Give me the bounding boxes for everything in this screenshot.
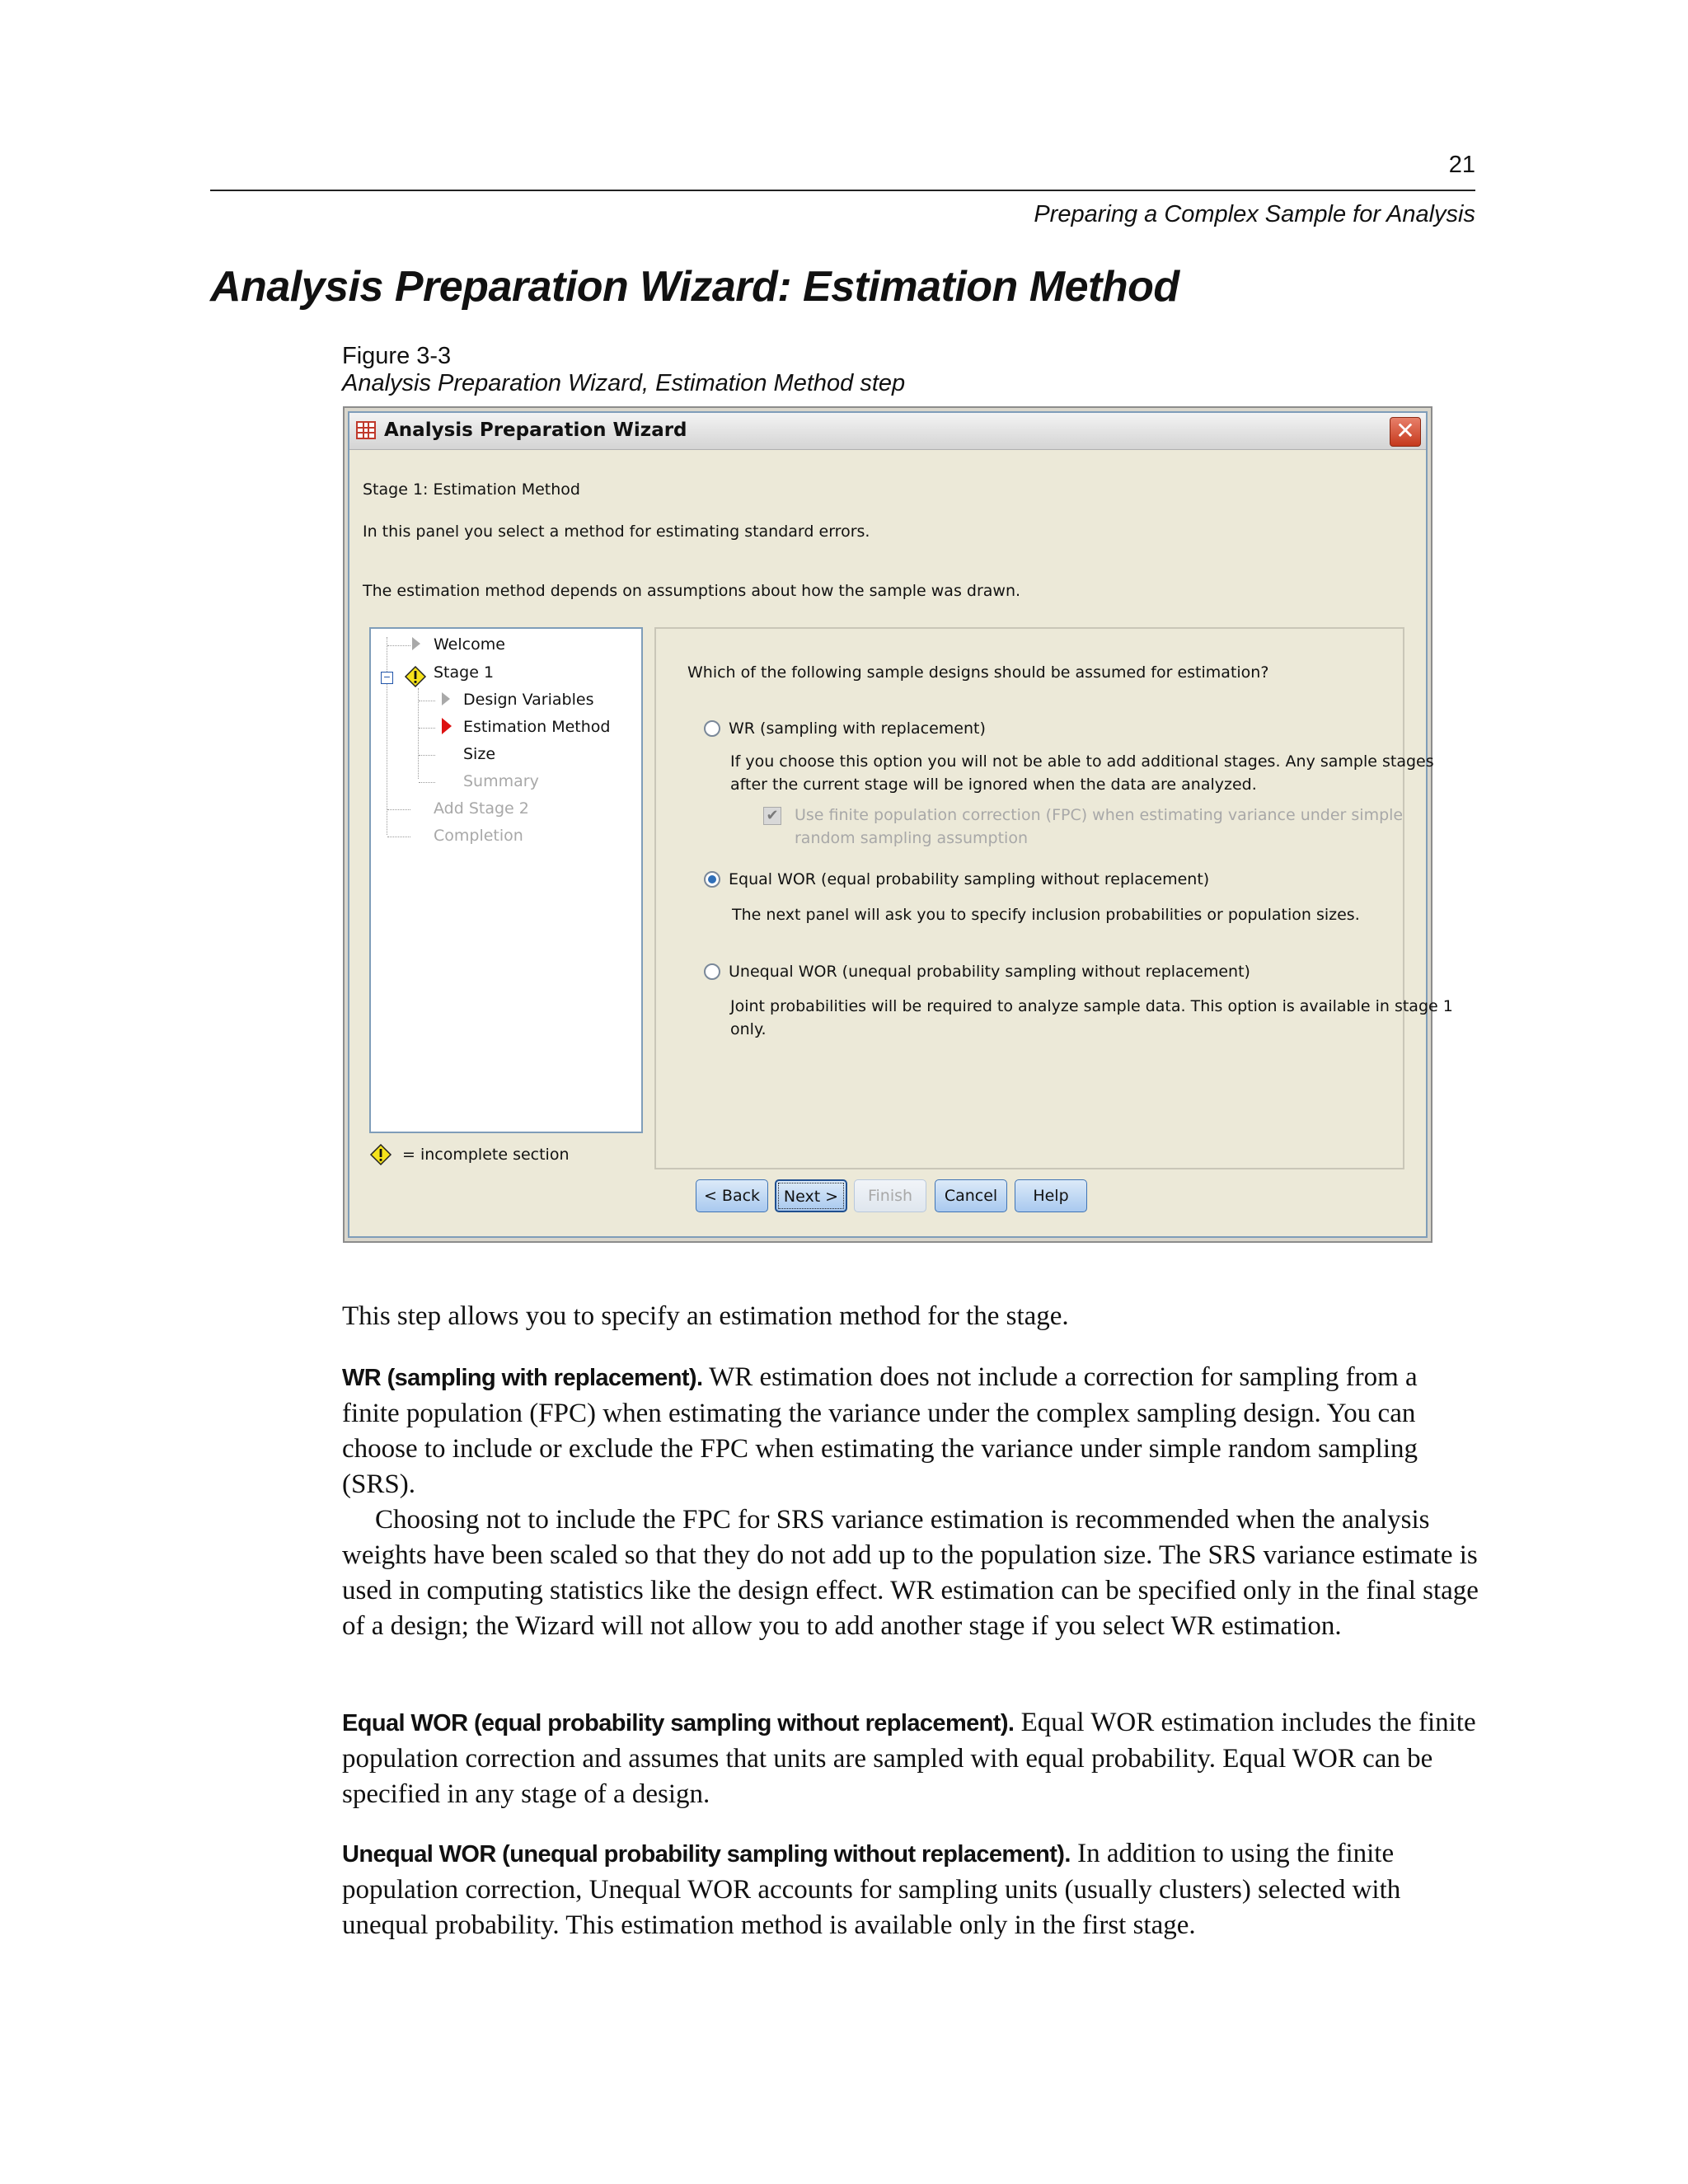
next-button[interactable]: Next > — [775, 1179, 847, 1212]
wr-radio[interactable] — [704, 720, 720, 737]
incomplete-legend: = incomplete section — [402, 1146, 570, 1164]
spreadsheet-icon — [356, 421, 376, 439]
title-bar[interactable] — [349, 413, 1426, 450]
intro-line: In this panel you select a method for estimating standard errors. — [363, 523, 870, 541]
equal-wor-lead: Equal WOR (equal probability sampling without replacement). — [342, 1710, 1015, 1736]
figure-caption: Analysis Preparation Wizard, Estimation Method step — [342, 370, 906, 396]
tree-item-welcome[interactable]: Welcome — [434, 635, 505, 654]
tree-item-completion: Completion — [434, 827, 523, 845]
page-number: 21 — [1448, 152, 1475, 178]
dialog-title: Analysis Preparation Wizard — [384, 419, 687, 441]
collapse-icon[interactable]: − — [381, 672, 393, 684]
wr-text-continued: Choosing not to include the FPC for SRS variance estimation is recommended when the analysis weights have been scaled so that they do not add up to the population size. The SRS variance estimate is used in computing statistics like the design effect. WR estimation can be specified only in the final stage of a design; the Wizard will not allow you to add another stage if you select WR estimation. — [342, 1505, 1479, 1641]
finish-button: Finish — [854, 1179, 926, 1212]
tree-item-size[interactable]: Size — [463, 745, 496, 763]
back-button[interactable]: < Back — [696, 1179, 768, 1212]
unequal-wor-paragraph — [342, 1836, 1479, 1943]
tree-item-design-variables[interactable]: Design Variables — [463, 691, 594, 709]
wr-lead: WR (sampling with replacement). — [342, 1365, 703, 1391]
wr-paragraph — [342, 1360, 1479, 1644]
fpc-checkbox: ✔ — [763, 807, 781, 825]
step-arrow-icon — [442, 692, 450, 705]
running-head: Preparing a Complex Sample for Analysis — [1034, 201, 1475, 227]
unequal-wor-radio[interactable] — [704, 963, 720, 980]
intro-paragraph: This step allows you to specify an estimation method for the stage. — [342, 1301, 1069, 1331]
header-rule — [210, 190, 1475, 191]
wr-text: WR estimation does not include a correction for sampling from a finite population (FPC) when estimating the variance under the complex sampling design. You can choose to include or exclude the FPC when estimating the variance under simple random sampling (SRS). — [342, 1362, 1418, 1499]
figure-label: Figure 3-3 — [342, 343, 452, 369]
dialog-frame — [348, 411, 1453, 1238]
equal-wor-paragraph — [342, 1705, 1479, 1812]
warning-icon — [404, 665, 427, 688]
assumption-line: The estimation method depends on assumptions about how the sample was drawn. — [363, 582, 1021, 600]
warning-icon — [369, 1143, 392, 1166]
wizard-step-tree — [369, 627, 643, 1133]
close-button[interactable]: ✕ — [1390, 417, 1421, 447]
section-heading: Analysis Preparation Wizard: Estimation Method — [210, 263, 1179, 311]
fpc-label: random sampling assumption — [795, 829, 1028, 847]
estimation-options-panel — [654, 627, 1453, 1169]
current-step-arrow-icon — [442, 718, 452, 734]
tree-item-add-stage2: Add Stage 2 — [434, 799, 529, 818]
stage-heading: Stage 1: Estimation Method — [363, 480, 580, 499]
equal-wor-description: The next panel will ask you to specify inclusion probabilities or population sizes. — [732, 906, 1360, 924]
wr-description: after the current stage will be ignored when the data are analyzed. — [730, 776, 1257, 794]
help-button[interactable]: Help — [1015, 1179, 1087, 1212]
unequal-wor-label[interactable]: Unequal WOR (unequal probability sampling without replacement) — [729, 963, 1250, 981]
equal-wor-text: Equal WOR estimation includes the finite population correction and assumes that units are sampled with equal probability. Equal WOR can be specified in any stage of a design. — [342, 1708, 1476, 1809]
equal-wor-label[interactable]: Equal WOR (equal probability sampling without replacement) — [729, 870, 1210, 888]
cancel-button[interactable]: Cancel — [935, 1179, 1007, 1212]
wr-description: If you choose this option you will not be able to add additional stages. Any sample stages — [730, 752, 1434, 771]
fpc-label: Use finite population correction (FPC) when estimating variance under simple — [795, 806, 1404, 824]
unequal-wor-text: In addition to using the finite population correction, Unequal WOR accounts for sampling units (usually clusters) selected with unequal probability. This estimation method is available only in the first stage. — [342, 1839, 1401, 1940]
step-arrow-icon — [412, 637, 420, 650]
tree-item-estimation-method[interactable]: Estimation Method — [463, 718, 611, 736]
unequal-wor-lead: Unequal WOR (unequal probability sampling without replacement). — [342, 1841, 1071, 1868]
wr-label[interactable]: WR (sampling with replacement) — [729, 719, 986, 738]
unequal-wor-description: Joint probabilities will be required to analyze sample data. This option is available in stage 1 — [730, 997, 1453, 1015]
wizard-dialog — [343, 406, 1453, 1243]
tree-item-stage1[interactable]: Stage 1 — [434, 663, 495, 682]
equal-wor-radio[interactable] — [704, 871, 720, 888]
design-question: Which of the following sample designs should be assumed for estimation? — [687, 663, 1269, 682]
unequal-wor-description: only. — [730, 1020, 767, 1038]
tree-item-summary: Summary — [463, 772, 539, 790]
